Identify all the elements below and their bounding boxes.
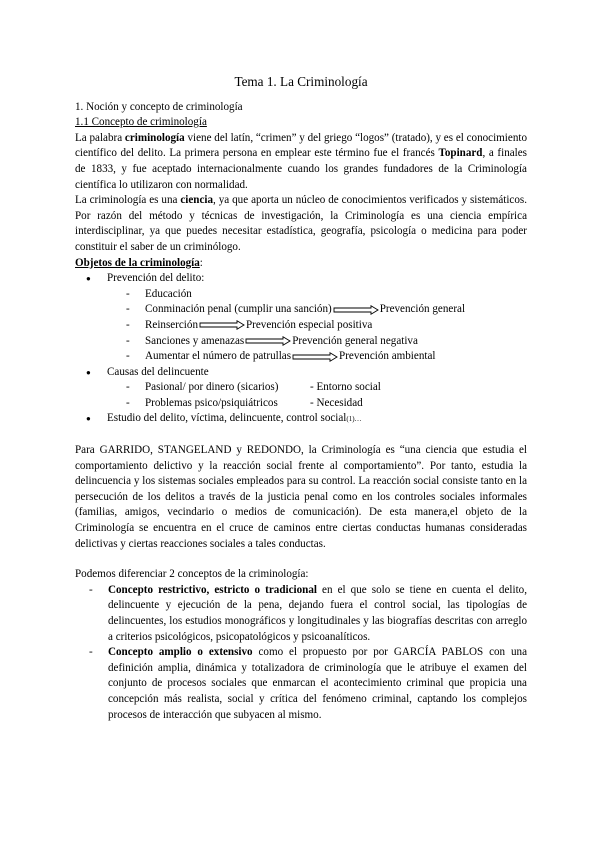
cause-left: Problemas psico/psiquiátricos	[145, 396, 278, 409]
bullet-icon: ●	[86, 414, 91, 424]
prevention-list	[75, 287, 527, 365]
concept-item	[75, 583, 527, 645]
text-run: Para GARRIDO, STANGELAND y REDONDO, la Criminología es “una ciencia que estudia el comportamiento delictivo y la reacción social frente al comportamiento”. Por tanto, estudia la delincuencia y los sistemas sociales empleados para su control. La reacción social consiste tanto en la persecución de los delitos a través de la justicia penal como en los controles sociales informales (familias, amigos, vecindario o medios de comunicación). De esta manera,el objeto de la Criminología se encuentra en el cruce de caminos entre ciertas conductas humanas consideradas delictivas y ciertas reacciones sociales a tales conductas.	[75, 444, 527, 550]
right-arrow-icon	[333, 305, 379, 315]
dash-icon: -	[126, 381, 130, 394]
dash-icon: -	[89, 646, 93, 659]
prevention-item	[75, 349, 527, 365]
cause-right: - Necesidad	[310, 396, 363, 409]
bold-term: Topinard	[438, 147, 483, 160]
right-arrow-icon	[245, 336, 291, 346]
page-title: Tema 1. La Criminología	[234, 74, 368, 89]
dash-icon: -	[126, 287, 130, 300]
cause-left: Pasional/ por dinero (sicarios)	[145, 381, 279, 394]
concept-description: en el que solo se tiene en cuenta el delito, delincuente y ejecución de la pena, dejando fuera el control social, las tipologías de delincuentes, los estudios monográficos y longitudinales y las biografías descritas con arreglo a criterios psicológicos, psicopatológicos y psicoanalíticos.	[108, 583, 527, 643]
text-run: , a finales de 1833, y fue aceptado internacionalmente cuando los grandes fundadores de la Criminología científica lo utilizaron con normalidad.	[75, 147, 527, 191]
right-arrow-icon	[292, 352, 338, 362]
subsection-heading: 1.1 Concepto de criminología	[75, 116, 207, 129]
paragraph-concepts-intro: Podemos diferenciar 2 conceptos de la criminología:	[75, 568, 309, 581]
prevention-type: Prevención especial positiva	[246, 318, 373, 331]
text-run: viene del latín, “crimen” y del griego “logos” (tratado), y es el conocimiento científico del delito. La primera persona en emplear este término fue el francés	[75, 131, 527, 160]
prevention-type: Prevención general	[379, 303, 466, 316]
objects-heading	[75, 256, 527, 272]
concepts-list	[75, 583, 527, 723]
cause-item	[75, 380, 527, 396]
paragraph-etymology	[75, 131, 527, 193]
objects-heading-text: Objetos de la criminología	[75, 256, 200, 269]
bold-term: criminología	[124, 131, 185, 144]
right-arrow-icon	[199, 320, 245, 330]
bullet-prevention	[75, 271, 527, 287]
dash-icon: -	[89, 583, 93, 596]
prevention-action: Conminación penal (cumplir una sanción)	[145, 303, 332, 316]
causes-list	[75, 380, 527, 411]
concept-item	[75, 645, 527, 723]
prevention-type: Prevención ambiental	[339, 350, 436, 363]
cause-right: - Entorno social	[310, 381, 381, 394]
dash-icon: -	[126, 396, 130, 409]
bullet-icon: ●	[86, 367, 91, 377]
footnote-marker: (1)…	[346, 415, 362, 424]
dash-icon: -	[126, 303, 130, 316]
concept-description: como el propuesto por por GARCÍA PABLOS con una definición amplia, dinámica y totalizadora de criminología que le atribuye el examen del conjunto de procesos sociales que enmarcan el acontecimiento criminal que propicia una concepción más realista, social y crítica del fenómeno criminal, captando los complejos procesos de interacción que subyacen al mismo.	[108, 646, 527, 721]
document-body	[75, 74, 527, 723]
cause-item	[75, 396, 527, 412]
prevention-action: Sanciones y amenazas	[145, 334, 245, 347]
prevention-item	[75, 302, 527, 318]
objects-heading-colon: :	[199, 256, 203, 269]
prevention-action: Reinserción	[145, 318, 198, 331]
text-run: La criminología es una	[75, 194, 181, 207]
bullet-causes	[75, 365, 527, 381]
prevention-item	[75, 287, 527, 303]
bullet-text: Prevención del delito:	[107, 272, 205, 285]
prevention-type: Prevención general negativa	[292, 334, 418, 347]
text-run: , ya que aporta un núcleo de conocimientos verificados y sistemáticos. Por razón del método y técnicas de investigación, la Criminología es una ciencia empírica interdisciplinar, ya que puedes necesitar estadística, geografía, psicología o medicina para poder constituir el saber de un criminólogo.	[75, 194, 527, 253]
dash-icon: -	[126, 350, 130, 363]
prevention-action: Aumentar el número de patrullas	[145, 350, 292, 363]
paragraph-definition	[75, 443, 527, 552]
section-heading: 1. Noción y concepto de criminología	[75, 100, 243, 113]
bullet-text: Estudio del delito, víctima, delincuente, control social	[107, 412, 347, 425]
concept-name: Concepto restrictivo, estricto o tradicional	[108, 583, 317, 596]
concept-name: Concepto amplio o extensivo	[108, 646, 253, 659]
prevention-item	[75, 318, 527, 334]
prevention-action: Educación	[145, 287, 192, 300]
bullet-study	[75, 411, 527, 428]
bullet-text: Causas del delincuente	[107, 365, 209, 378]
paragraph-science	[75, 193, 527, 255]
dash-icon: -	[126, 318, 130, 331]
bullet-icon: ●	[86, 274, 91, 284]
text-run: La palabra	[75, 131, 125, 144]
dash-icon: -	[126, 334, 130, 347]
bold-term: ciencia	[180, 194, 214, 207]
prevention-item	[75, 334, 527, 350]
